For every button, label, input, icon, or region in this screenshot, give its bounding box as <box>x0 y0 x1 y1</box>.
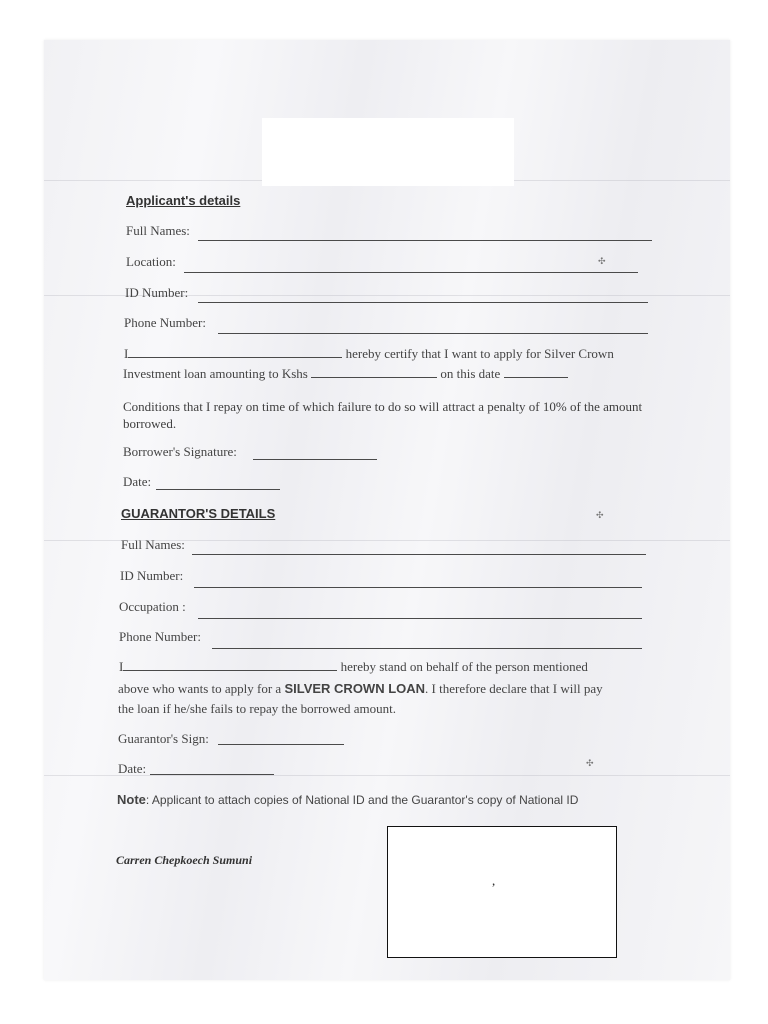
applicant-location-label: Location: <box>126 254 176 269</box>
paper-speck: ✣ <box>598 256 606 266</box>
applicant-certify-line2 <box>123 366 568 382</box>
certify-i: I <box>124 346 129 361</box>
applicant-id-number-label: ID Number: <box>125 285 189 300</box>
loan-amount-blank[interactable] <box>311 367 437 378</box>
guarantor-occupation-line[interactable] <box>198 618 642 619</box>
declare-text1: hereby stand on behalf of the person mentioned <box>340 659 588 674</box>
applicant-date-label: Date: <box>123 474 152 489</box>
guarantor-full-names-label: Full Names: <box>121 537 185 552</box>
declare-i: I <box>119 659 124 674</box>
guarantor-declare-line2 <box>118 681 603 697</box>
guarantor-heading: GUARANTOR'S DETAILS <box>121 506 276 521</box>
photo-box <box>387 826 617 958</box>
guarantor-phone-number-label: Phone Number: <box>119 629 201 644</box>
guarantor-occupation-label: Occupation : <box>119 599 186 614</box>
declare-text2-start: above who wants to apply for a <box>118 681 282 696</box>
loan-date-blank[interactable] <box>504 367 568 378</box>
certify-line2-start: Investment loan amounting to Kshs <box>123 366 308 381</box>
signatory-name: Carren Chepkoech Sumuni <box>116 853 253 867</box>
declare-text2-end: . I therefore declare that I will pay <box>425 681 603 696</box>
note-text: : Applicant to attach copies of National ID and the Guarantor's copy of National ID <box>145 793 579 807</box>
guarantor-date-line[interactable] <box>150 774 274 775</box>
borrower-signature-line[interactable] <box>253 459 377 460</box>
note-line <box>117 792 578 808</box>
certify-name-blank[interactable] <box>128 347 342 358</box>
conditions-paragraph: Conditions that I repay on time of which failure to do so will attract a penalty of 10% of the amount borrowed. <box>123 399 643 431</box>
photo-box-mark: , <box>492 873 496 888</box>
guarantor-id-number-label: ID Number: <box>120 568 184 583</box>
note-label: Note <box>117 792 146 807</box>
applicant-certify-line <box>124 346 614 362</box>
guarantor-date-label: Date: <box>118 761 147 776</box>
guarantor-declare-line1 <box>119 659 588 675</box>
applicant-date-line[interactable] <box>156 489 280 490</box>
certify-line2-mid: on this date <box>440 366 501 381</box>
paper-crease <box>44 775 730 776</box>
guarantor-declare-line3: the loan if he/she fails to repay the borrowed amount. <box>118 701 396 716</box>
redacted-header <box>262 118 514 186</box>
applicant-phone-number-line[interactable] <box>218 333 648 334</box>
certify-text: hereby certify that I want to apply for Silver Crown <box>345 346 614 361</box>
paper-speck: ✣ <box>596 510 604 520</box>
applicant-full-names-line[interactable] <box>198 240 652 241</box>
guarantor-full-names-line[interactable] <box>192 554 646 555</box>
applicant-phone-number-label: Phone Number: <box>124 315 206 330</box>
guarantor-sign-line[interactable] <box>218 744 344 745</box>
applicant-heading: Applicant's details <box>126 193 241 208</box>
guarantor-sign-label: Guarantor's Sign: <box>118 731 209 746</box>
guarantor-phone-number-line[interactable] <box>212 648 642 649</box>
paper-speck: ✣ <box>586 758 594 768</box>
applicant-location-line[interactable] <box>184 272 638 273</box>
borrower-signature-label: Borrower's Signature: <box>123 444 237 459</box>
applicant-id-number-line[interactable] <box>198 302 648 303</box>
silver-crown-loan: SILVER CROWN LOAN <box>284 681 426 696</box>
guarantor-id-number-line[interactable] <box>194 587 642 588</box>
declare-name-blank[interactable] <box>123 660 337 671</box>
applicant-full-names-label: Full Names: <box>126 223 190 238</box>
